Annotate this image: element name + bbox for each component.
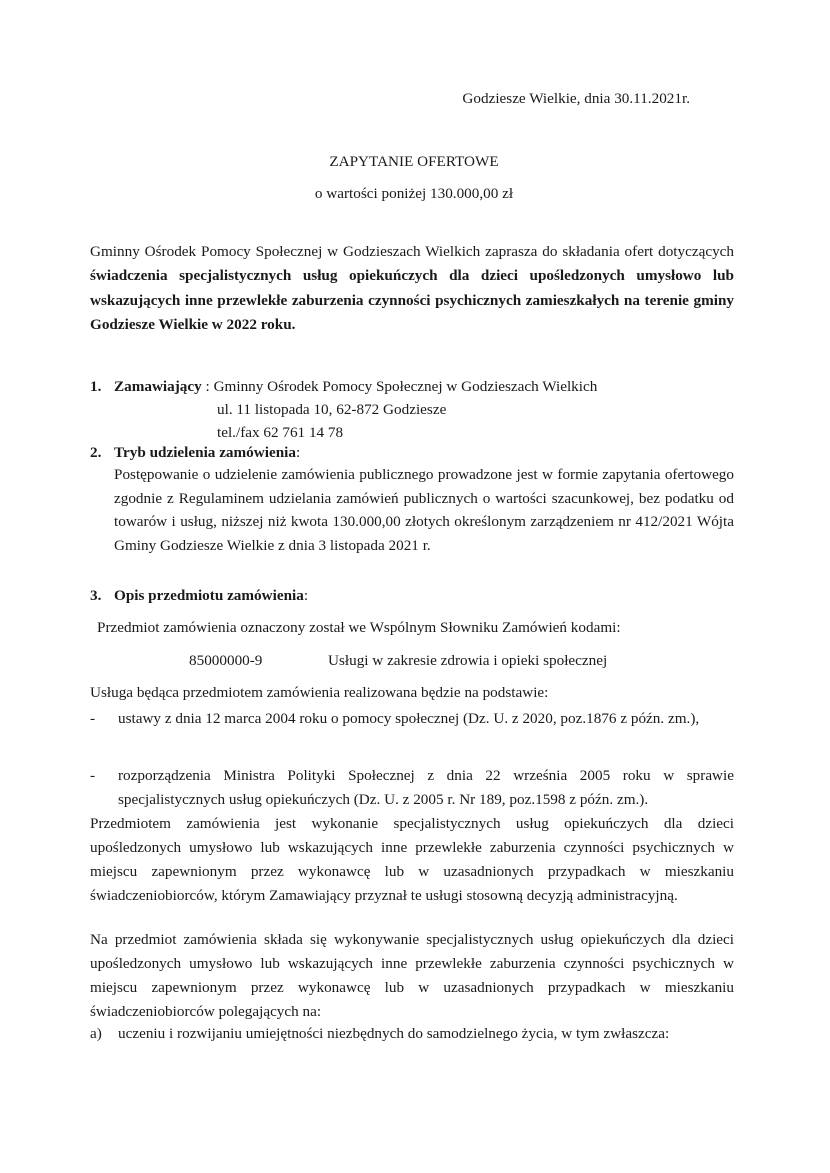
document-subtitle: o wartości poniżej 130.000,00 zł — [314, 185, 514, 202]
cpv-description: Usługi w zakresie zdrowia i opieki społecznej — [328, 652, 608, 669]
basis-item-text: rozporządzenia Ministra Polityki Społecznej z dnia 22 września 2005 roku w sprawie specjalistycznych usług opiekuńczych (Dz. U. z 2005 r. Nr 189, poz.1598 z późn. zm.). — [118, 767, 734, 809]
basis-list-item — [90, 707, 734, 731]
basis-list-item — [90, 764, 734, 813]
section-2-colon: : — [295, 444, 301, 461]
section-3-heading — [90, 584, 750, 608]
section-1-line1: : Gminny Ośrodek Pomocy Społecznej w Godzieszach Wielkich — [201, 378, 598, 395]
item-a — [90, 1022, 750, 1046]
section-1-line2: ul. 11 listopada 10, 62-872 Godziesze — [217, 400, 447, 418]
section-1-line3: tel./fax 62 761 14 78 — [217, 423, 344, 441]
intro-plain-text: Gminny Ośrodek Pomocy Społecznej w Godzieszach Wielkich zaprasza do składania ofert dotyczących — [90, 243, 734, 260]
item-a-text: uczeniu i rozwijaniu umiejętności niezbędnych do samodzielnego życia, w tym zwłaszcza: — [118, 1025, 670, 1042]
date-line: Godziesze Wielkie, dnia 30.11.2021r. — [462, 90, 690, 107]
intro-bold-text: świadczenia specjalistycznych usług opiekuńczych dla dzieci upośledzonych umysłowo lub wskazujących inne przewlekłe zaburzenia czynności psychicznych zamieszkałych na terenie gminy Godziesze Wielkie w 2022 roku. — [90, 267, 734, 333]
document-title: ZAPYTANIE OFERTOWE — [329, 153, 499, 170]
section-number: 2. — [90, 444, 102, 461]
section-2-text: Postępowanie o udzielenie zamówienia publicznego prowadzone jest w formie zapytania ofertowego zgodnie z Regulaminem udzielania zamówień publicznych o wartości szacunkowej, bez podatku od towarów i usług, niższej niż kwota 130.000,00 złotych określonym zarządzeniem nr 412/2021 Wójta Gminy Godziesze Wielkie z dnia 3 listopada 2021 r. — [114, 466, 734, 554]
scope-paragraph-1: Przedmiotem zamówienia jest wykonanie specjalistycznych usług opiekuńczych dla dzieci upośledzonych umysłowo lub wskazujących inne przewlekłe zaburzenia czynności psychicznych w miejscu zapewnionym przez wykonawcę lub w uzasadnionych przypadkach w mieszkaniu świadczeniobiorców, którym Zamawiający przyznał te usługi stosowną decyzją administracyjną. — [90, 815, 734, 904]
bullet-dash: - — [90, 767, 96, 784]
bullet-dash: - — [90, 710, 96, 727]
intro-paragraph — [90, 240, 734, 337]
section-1-label: Zamawiający — [114, 378, 202, 395]
section-1 — [90, 376, 750, 444]
cpv-intro: Przedmiot zamówienia oznaczony został we Wspólnym Słowniku Zamówień kodami: — [97, 619, 621, 636]
scope-paragraph-2: Na przedmiot zamówienia składa się wykonywanie specjalistycznych usług opiekuńczych dla dzieci upośledzonych umysłowo lub wskazujących inne przewlekłe zaburzenia czynności psychicznych w miejscu zapewnionym przez wykonawcę lub w uzasadnionych przypadkach w mieszkaniu świadczeniobiorców polegających na: — [90, 931, 734, 1020]
cpv-code: 85000000-9 — [189, 652, 263, 669]
section-2-heading — [90, 441, 750, 465]
section-number: 1. — [90, 378, 102, 395]
section-2-label: Tryb udzielenia zamówienia — [114, 444, 296, 461]
section-number: 3. — [90, 587, 102, 604]
item-a-marker: a) — [90, 1025, 102, 1042]
section-3-label: Opis przedmiotu zamówienia — [114, 587, 304, 604]
section-3-colon: : — [303, 587, 309, 604]
basis-item-text: ustawy z dnia 12 marca 2004 roku o pomocy społecznej (Dz. U. z 2020, poz.1876 z późn. zm.), — [118, 710, 700, 727]
basis-intro: Usługa będąca przedmiotem zamówienia realizowana będzie na podstawie: — [90, 684, 549, 701]
